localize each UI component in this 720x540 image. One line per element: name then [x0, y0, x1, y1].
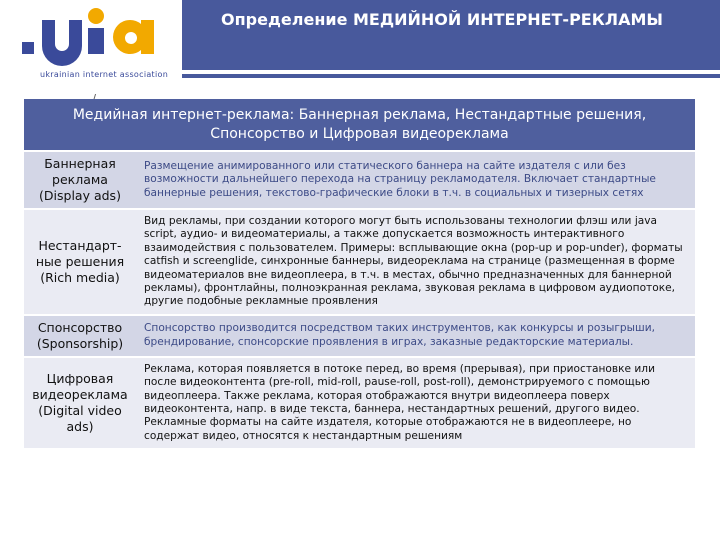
- uia-logo: [18, 8, 168, 78]
- description-display-ads: Размещение анимированного или статического баннера на сайте издателя с или без возможности дальнейшего перехода на страницу рекламодателя. Включает стандартные баннерные решения, текстово-графические блоки в т.ч. в социальных и тизерных сетях: [136, 151, 695, 209]
- table-header-row: [24, 99, 695, 151]
- table-row: [24, 209, 695, 315]
- description-digital-video: Реклама, которая появляется в потоке перед, во время (прерывая), при приостановке или после видеоконтента (pre-roll, mid-roll, pause-roll, post-roll), демонстрируемого с помощью видеоплеера. Также реклама, которая отображаются внутри видеоплеера поверх видеоконтента, напр. в виде текста, баннера, нестандартных решений, другого видео. Рекламные форматы на сайте издателя, которые отображаются не в видеоплеере, но содержат видео, относятся к нестандартным решениям: [136, 357, 695, 449]
- table-heading: Медийная интернет-реклама: Баннерная реклама, Нестандартные решения, Спонсорство и Цифровая видеореклама: [24, 99, 695, 151]
- table-row: [24, 357, 695, 449]
- term-rich-media: Нестандарт-ные решения (Rich media): [24, 209, 136, 315]
- logo-tagline: ukrainian internet association: [40, 70, 169, 79]
- table-row: [24, 315, 695, 357]
- term-digital-video: Цифровая видеореклама (Digital video ads): [24, 357, 136, 449]
- description-rich-media: Вид рекламы, при создании которого могут быть использованы технологии флэш или java script, аудио- и видеоматериалы, а также допускается возможность интерактивного взаимодействия с пользователем. Примеры: всплывающие окна (pop-up и pop-under), форматы catfish и screenglide, синхронные баннеры, видеореклама на странице (размещенная в форме видеоматериалов вне видеоплеера, в т.ч. в местах, обычно предназначенных для баннерной рекламы), фронтлайны, полноэкранная реклама, звуковая реклама в цифровом аудиопотоке, другие подобные рекламные проявления: [136, 209, 695, 315]
- description-sponsorship: Спонсорство производится посредством таких инструментов, как конкурсы и розыгрыши, брендирование, спонсорские проявления в играх, заказные редакторские материалы.: [136, 315, 695, 357]
- definitions-table: [24, 99, 695, 450]
- term-sponsorship: Спонсорство (Sponsorship): [24, 315, 136, 357]
- table-row: [24, 151, 695, 209]
- term-display-ads: Баннерная реклама (Display ads): [24, 151, 136, 209]
- page-title: Определение МЕДИЙНОЙ ИНТЕРНЕТ-РЕКЛАМЫ: [221, 10, 663, 29]
- uia-logo-mark: [18, 8, 168, 66]
- header-divider: [182, 74, 720, 78]
